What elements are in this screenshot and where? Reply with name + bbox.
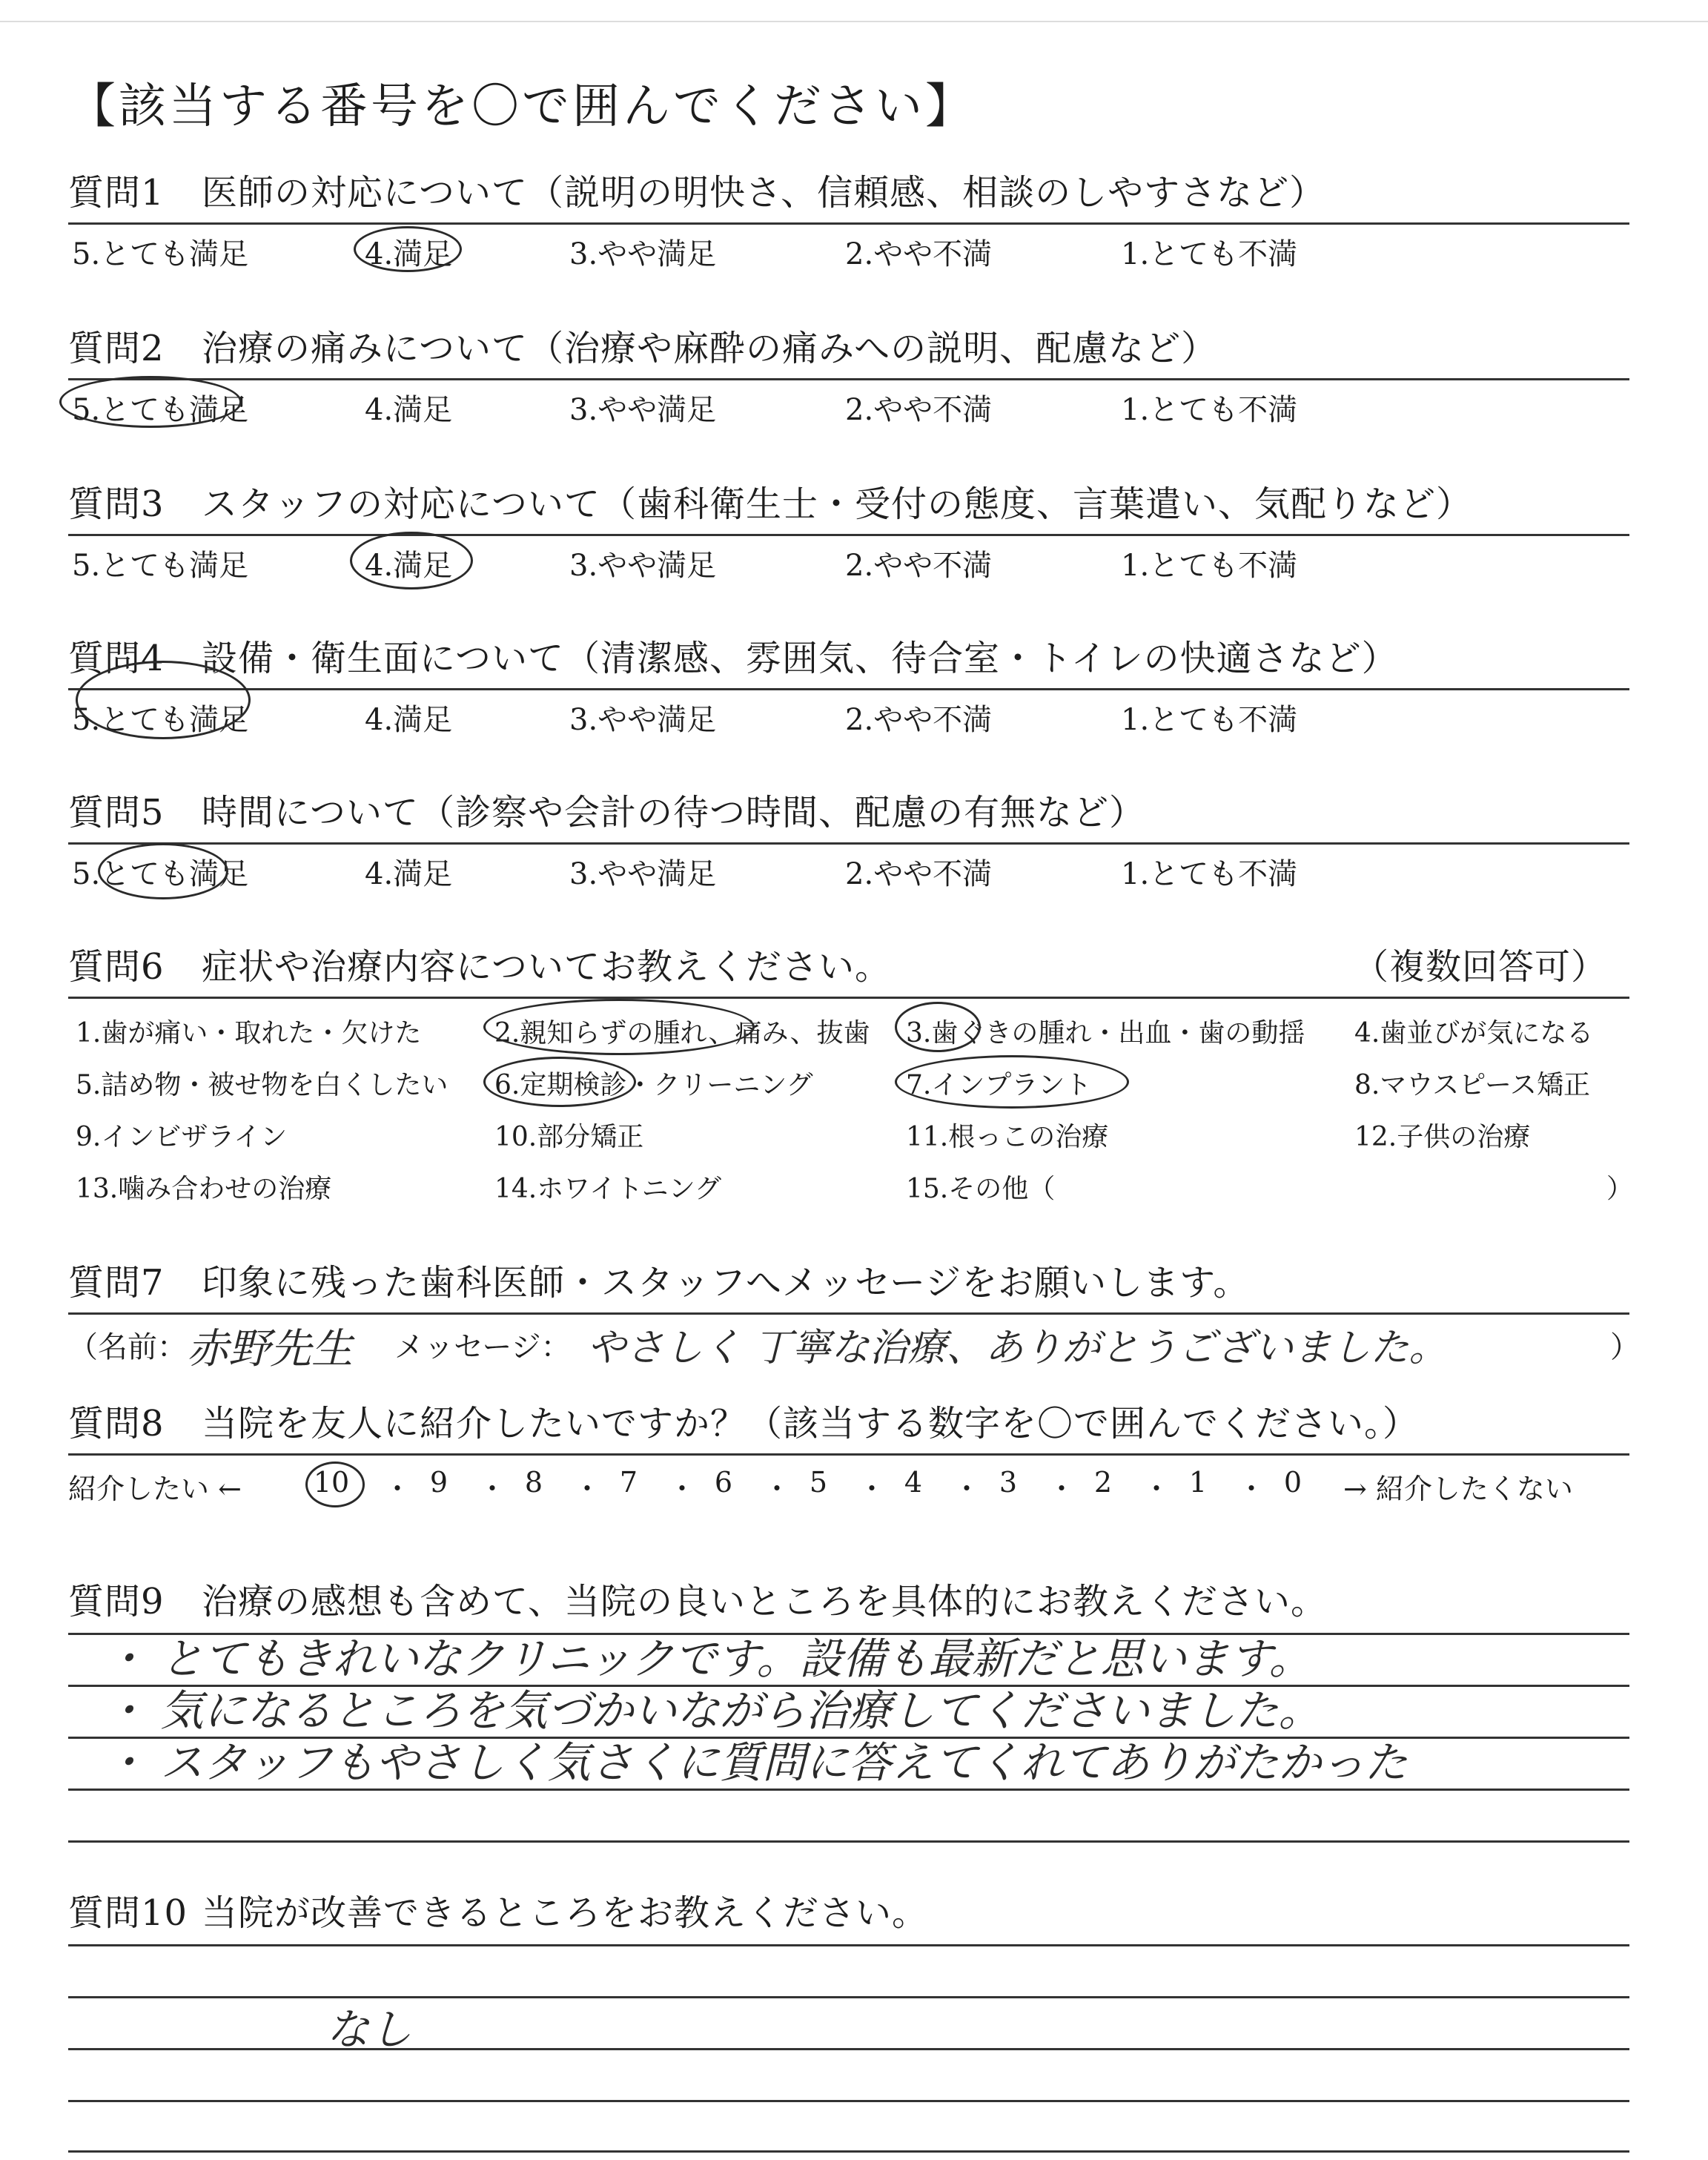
message-close: ） <box>1610 1330 1640 1364</box>
option-5[interactable]: 5.とても満足 <box>72 703 249 737</box>
question-number: 質問8 <box>68 1403 165 1444</box>
handwritten-answer-line[interactable]: ・ とてもきれいなクリニックです。設備も最新だと思います。 <box>104 1634 1312 1684</box>
symptom-other-close: ） <box>1606 1174 1634 1204</box>
symptom-option-1[interactable]: 1.歯が痛い・取れた・欠けた <box>76 1018 422 1048</box>
handwritten-answer-line[interactable]: なし <box>326 2004 413 2055</box>
message-label: メッセージ： <box>394 1330 571 1364</box>
hand-circle-mark <box>98 843 228 899</box>
scan-top-edge <box>0 21 1708 22</box>
answer-line <box>68 1944 1629 1946</box>
option-3[interactable]: 3.やや満足 <box>569 703 717 737</box>
hand-circle-mark <box>483 999 755 1055</box>
symptom-option-12[interactable]: 12.子供の治療 <box>1354 1122 1531 1152</box>
option-4[interactable]: 4.満足 <box>365 857 453 891</box>
option-1[interactable]: 1.とても不満 <box>1121 549 1298 583</box>
option-5[interactable]: 5.とても満足 <box>72 393 249 427</box>
question-text: スタッフの対応について（歯科衛生士・受付の態度、言葉遣い、気配りなど） <box>202 483 1473 525</box>
question-number: 質問2 <box>68 328 165 369</box>
question-8 <box>68 1387 1629 1507</box>
question-text: 医師の対応について（説明の明快さ、信頼感、相談のしやすさなど） <box>202 172 1326 214</box>
hand-circle-mark <box>483 1057 636 1107</box>
question-number: 質問4 <box>68 638 165 679</box>
scale-separator: ・ <box>1237 1473 1266 1505</box>
option-5[interactable]: 5.とても満足 <box>72 857 249 891</box>
question-text: 印象に残った歯科医師・スタッフへメッセージをお願いします。 <box>202 1262 1250 1304</box>
scale-separator: ・ <box>573 1473 602 1505</box>
option-3[interactable]: 3.やや満足 <box>569 857 717 891</box>
scale-1[interactable]: 1 <box>1188 1466 1208 1499</box>
symptom-option-5[interactable]: 5.詰め物・被せ物を白くしたい <box>76 1070 448 1100</box>
hand-circle-mark <box>895 1055 1129 1109</box>
handwritten-answer-line[interactable]: ・ 気になるところを気づかいながら治療してくださいました。 <box>104 1685 1322 1736</box>
scale-separator: ・ <box>763 1473 792 1505</box>
question-number: 質問6 <box>68 946 165 988</box>
scale-4[interactable]: 4 <box>904 1466 923 1499</box>
symptom-option-9[interactable]: 9.インビザライン <box>76 1122 288 1152</box>
answer-line <box>68 2150 1629 2153</box>
hand-circle-mark <box>350 532 473 589</box>
multiple-answer-note: （複数回答可） <box>1352 946 1607 988</box>
scale-5[interactable]: 5 <box>809 1466 828 1499</box>
question-10 <box>68 1876 1629 1935</box>
option-2[interactable]: 2.やや不満 <box>845 857 993 891</box>
answer-line <box>68 1840 1629 1843</box>
answer-line <box>68 2100 1629 2102</box>
option-3[interactable]: 3.やや満足 <box>569 549 717 583</box>
option-4[interactable]: 4.満足 <box>365 237 453 271</box>
symptom-option-11[interactable]: 11.根っこの治療 <box>906 1122 1109 1152</box>
scale-separator: ・ <box>1047 1473 1076 1505</box>
symptom-option-15[interactable]: 15.その他（ <box>906 1174 1056 1204</box>
option-2[interactable]: 2.やや不満 <box>845 237 993 271</box>
scale-7[interactable]: 7 <box>619 1466 638 1499</box>
symptom-option-4[interactable]: 4.歯並びが気になる <box>1354 1018 1594 1048</box>
hand-circle-mark <box>895 1002 981 1052</box>
option-4[interactable]: 4.満足 <box>365 393 453 427</box>
scale-separator: ・ <box>858 1473 887 1505</box>
question-text: 症状や治療内容についてお教えください。 <box>202 946 892 988</box>
hand-circle-mark <box>305 1462 365 1507</box>
symptom-option-14[interactable]: 14.ホワイトニング <box>494 1174 722 1204</box>
question-text: 時間について（診察や会計の待つ時間、配慮の有無など） <box>202 792 1146 833</box>
scale-2[interactable]: 2 <box>1093 1466 1113 1499</box>
question-1 <box>68 156 1629 277</box>
question-2 <box>68 311 1629 432</box>
option-4[interactable]: 4.満足 <box>365 549 453 583</box>
symptom-option-7[interactable]: 7.インプラント <box>906 1070 1092 1100</box>
hand-circle-mark <box>354 226 462 272</box>
scale-separator: ・ <box>668 1473 697 1505</box>
symptom-option-13[interactable]: 13.噛み合わせの治療 <box>76 1174 332 1204</box>
option-2[interactable]: 2.やや不満 <box>845 703 993 737</box>
recommend-left-label: 紹介したい ← <box>68 1473 242 1505</box>
scale-8[interactable]: 8 <box>524 1466 543 1499</box>
scale-separator: ・ <box>478 1473 507 1505</box>
symptom-option-6[interactable]: 6.定期検診・クリーニング <box>494 1070 813 1100</box>
question-9 <box>68 1565 1629 1624</box>
question-number: 質問10 <box>68 1892 188 1934</box>
question-text: 治療の痛みについて（治療や麻酔の痛みへの説明、配慮など） <box>202 328 1218 369</box>
handwritten-answer-line[interactable]: ・ スタッフもやさしく気さくに質問に答えてくれてありがたかった <box>104 1737 1408 1788</box>
symptom-option-2[interactable]: 2.親知らずの腫れ、痛み、抜歯 <box>494 1018 870 1048</box>
option-2[interactable]: 2.やや不満 <box>845 549 993 583</box>
question-7 <box>68 1246 1640 1373</box>
question-text: 当院を友人に紹介したいですか？（該当する数字を〇で囲んでください。） <box>202 1403 1420 1444</box>
option-3[interactable]: 3.やや満足 <box>569 393 717 427</box>
name-handwritten[interactable]: 赤野先生 <box>187 1325 353 1373</box>
option-1[interactable]: 1.とても不満 <box>1121 393 1298 427</box>
question-number: 質問5 <box>68 792 165 833</box>
option-2[interactable]: 2.やや不満 <box>845 393 993 427</box>
scale-separator: ・ <box>1142 1473 1171 1505</box>
recommend-right-label: → 紹介したくない <box>1343 1473 1573 1505</box>
question-number: 質問7 <box>68 1262 165 1304</box>
message-handwritten[interactable]: やさしく 丁寧な治療、ありがとうございました。 <box>587 1326 1448 1370</box>
option-4[interactable]: 4.満足 <box>365 703 453 737</box>
question-6 <box>68 930 1634 1206</box>
option-1[interactable]: 1.とても不満 <box>1121 857 1298 891</box>
scale-3[interactable]: 3 <box>999 1466 1018 1499</box>
question-number: 質問9 <box>68 1581 165 1622</box>
hand-circle-mark <box>59 376 242 428</box>
scale-0[interactable]: 0 <box>1283 1466 1302 1499</box>
name-label: （名前： <box>68 1330 187 1364</box>
hand-circle-mark <box>76 661 251 739</box>
question-number: 質問3 <box>68 483 165 525</box>
scale-separator: ・ <box>383 1473 412 1505</box>
option-5[interactable]: 5.とても満足 <box>72 237 249 271</box>
question-text: 設備・衛生面について（清潔感、雰囲気、待合室・トイレの快適さなど） <box>202 638 1398 679</box>
option-1[interactable]: 1.とても不満 <box>1121 237 1298 271</box>
scale-6[interactable]: 6 <box>714 1466 733 1499</box>
scale-10[interactable]: 10 <box>313 1466 350 1499</box>
scale-separator: ・ <box>953 1473 982 1505</box>
option-3[interactable]: 3.やや満足 <box>569 237 717 271</box>
question-text: 当院が改善できるところをお教えください。 <box>202 1892 929 1934</box>
option-5[interactable]: 5.とても満足 <box>72 549 249 583</box>
scale-9[interactable]: 9 <box>429 1466 448 1499</box>
symptom-option-3[interactable]: 3.歯ぐきの腫れ・出血・歯の動揺 <box>906 1018 1305 1048</box>
page-title: 【該当する番号を〇で囲んでください】 <box>68 79 976 134</box>
answer-line <box>68 2048 1629 2050</box>
question-3 <box>68 467 1629 588</box>
question-4 <box>68 621 1629 742</box>
question-text: 治療の感想も含めて、当院の良いところを具体的にお教えください。 <box>202 1581 1328 1622</box>
question-5 <box>68 776 1629 896</box>
question-number: 質問1 <box>68 172 165 214</box>
symptom-option-10[interactable]: 10.部分矯正 <box>494 1122 644 1152</box>
answer-line <box>68 1996 1629 1998</box>
symptom-option-8[interactable]: 8.マウスピース矯正 <box>1354 1070 1591 1100</box>
option-1[interactable]: 1.とても不満 <box>1121 703 1298 737</box>
